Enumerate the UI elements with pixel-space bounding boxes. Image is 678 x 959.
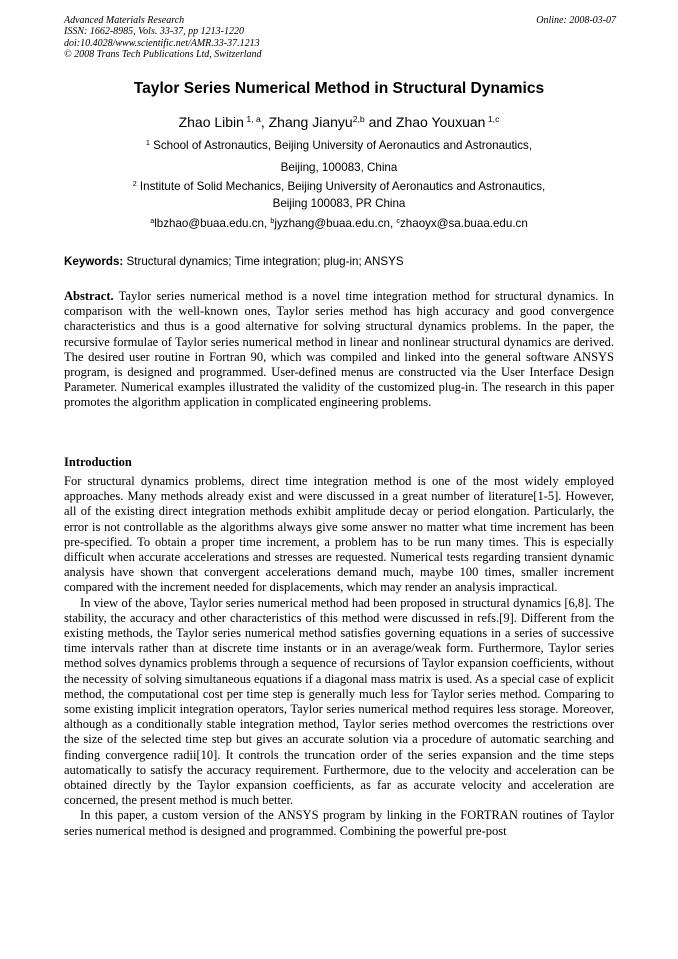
- author-superscript: 1, a: [243, 114, 261, 125]
- journal-header: [64, 15, 262, 60]
- author-name: Zhao Libin: [178, 114, 244, 130]
- paragraph: In this paper, a custom version of the ANSYS program by linking in the FORTRAN routines of Taylor series numerical method is designed and programmed. Combining the powerful pre-post: [64, 808, 614, 838]
- email-superscript: c: [396, 216, 400, 226]
- author-superscript: 1,c: [485, 114, 500, 125]
- abstract-label: Abstract.: [64, 289, 114, 303]
- author-name: Zhao Youxuan: [395, 114, 486, 130]
- email-address: zhaoyx@sa.buaa.edu.cn: [400, 217, 528, 230]
- email-superscript: a: [150, 216, 155, 226]
- author-separator: and: [364, 114, 396, 130]
- journal-name: Advanced Materials Research: [64, 15, 185, 26]
- email-superscript: b: [270, 216, 275, 226]
- affiliation-2: [0, 180, 678, 194]
- affiliation-text: School of Astronautics, Beijing University of Aeronautics and Astronautics,: [149, 139, 533, 152]
- author-list: [0, 114, 678, 130]
- author-name: Zhang Jianyu: [268, 114, 353, 130]
- keywords-text: Structural dynamics; Time integration; plug-in; ANSYS: [123, 255, 404, 268]
- paragraph: In view of the above, Taylor series numerical method had been proposed in structural dynamics [6,8]. The stability, the accuracy and other characteristics of this method were discussed in refs.[9]. Different from the existing methods, the Taylor series numerical method satisfies governing equations in a series of successive time intervals rather than at discrete time instants or in an average/weak form. Furthermore, Taylor series method solves dynamics problems through a sequence of recursions of Taylor expansion coefficients, without the necessity of solving simultaneous equations if a diagonal mass matrix is used. As a special case of explicit method, the computational cost per time step is generally much less for Taylor series method. Comparing to some existing implicit integration operators, Taylor series numerical method requires less storage. Moreover, although as a conditionally stable integration method, Taylor series method overcomes the restrictions over the size of the selected time step but gives an accurate solution via a procedure of automatic searching and finding convergence radii[10]. It controls the truncation order of the series expansion and the time steps automatically to satisfy the accuracy requirement. Furthermore, due to the velocity and acceleration can be obtained directly by the Taylor expansion coefficients, as far as accurate velocity and acceleration are concerned, the present method is much better.: [64, 595, 614, 808]
- paper-title: Taylor Series Numerical Method in Structural Dynamics: [133, 80, 545, 97]
- abstract-text: Taylor series numerical method is a novel time integration method for structural dynamics. In comparison with the well-known ones, Taylor series method has high accuracy and good convergence characteristics and thus is a good alternative for solving structural dynamics problems. In the paper, the recursive formulae of Taylor series numerical method in linear and nonlinear structural dynamics are derived. The desired user routine in Fortran 90, which was compiled and linked into the general software ANSYS program, is designed and programmed. User-defined menus are constructed via the User Interface Design Parameter. Numerical examples illustrated the validity of the customized plug-in. The research in this paper promotes the algorithm application in complicated engineering problems.: [64, 289, 614, 410]
- affiliation-superscript: 2: [132, 179, 137, 189]
- affiliation-superscript: 1: [145, 138, 150, 148]
- author-superscript: 2,b: [352, 114, 365, 125]
- affiliation-1-line-2: Beijing, 100083, China: [280, 161, 398, 174]
- paragraph: For structural dynamics problems, direct time integration method is one of the most widely employed approaches. Many methods already exist and were discussed in a great number of literature[1-5]. However, all of the existing direct integration methods exhibit amplitude decay or period elongation. Particularly, the error is not controllable as the algorithms always give some answer no matter what time increment has been pre-specified. To obtain a proper time increment, a problem has to be run many times. This is especially difficult when accurate accelerations and stresses are requested. Numerical tests regarding transient dynamic analysis have shown that convergent accelerations demand much, maybe 100 times, smaller increment compared with the increment needed for displacements, which may render an analysis impractical.: [64, 474, 614, 595]
- keywords-label: Keywords:: [64, 255, 124, 268]
- author-separator: ,: [260, 114, 269, 130]
- issn-line: ISSN: 1662-8985, Vols. 33-37, pp 1213-1220: [64, 26, 244, 38]
- keywords: [64, 255, 404, 268]
- affiliation-text: Institute of Solid Mechanics, Beijing University of Aeronautics and Astronautics,: [136, 180, 546, 193]
- abstract: [64, 289, 614, 411]
- affiliation-2-line-2: Beijing 100083, PR China: [272, 197, 406, 210]
- copyright-line: © 2008 Trans Tech Publications Ltd, Switzerland: [64, 48, 262, 60]
- section-heading: Introduction: [64, 455, 132, 469]
- author-emails: [0, 217, 678, 230]
- email-address: lbzhao@buaa.edu.cn,: [154, 217, 271, 230]
- online-date: Online: 2008-03-07: [536, 15, 616, 26]
- affiliation-1: [0, 139, 678, 153]
- email-address: jyzhang@buaa.edu.cn,: [274, 217, 397, 230]
- introduction-body: [64, 474, 614, 839]
- doi-line: doi:10.4028/www.scientific.net/AMR.33-37.1213: [64, 37, 260, 49]
